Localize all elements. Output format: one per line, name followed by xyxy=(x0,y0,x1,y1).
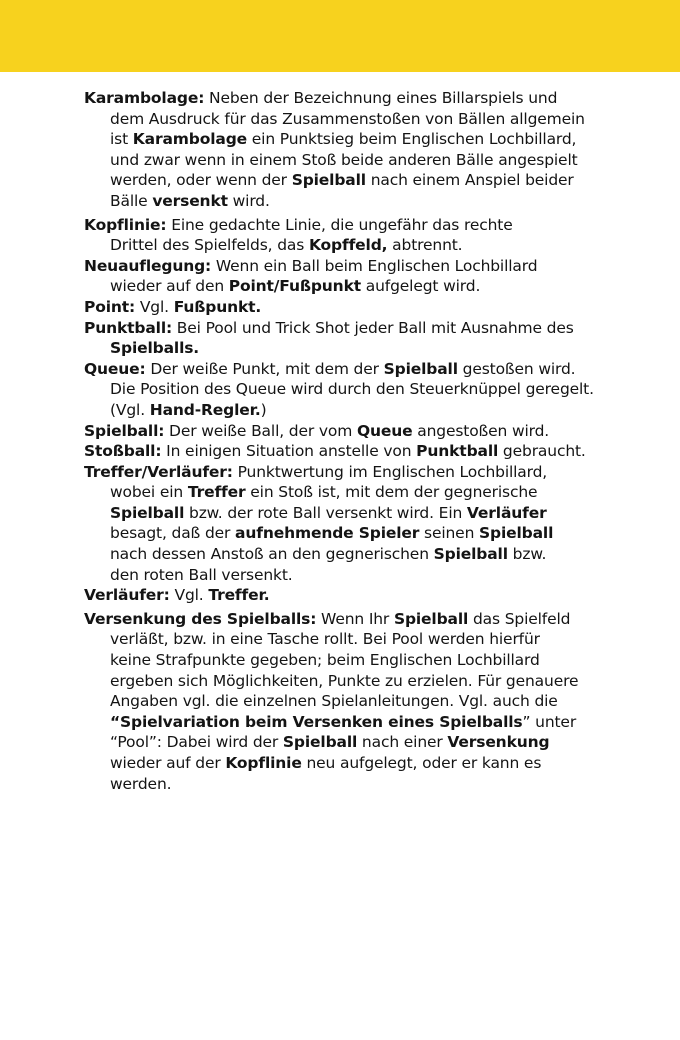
glossary-text: Neben der Bezeichnung eines Billarspiels und dem Ausdruck für das Zusammenstoßen von Bällen allgemein ist xyxy=(110,89,585,149)
glossary-entry-punktball xyxy=(84,318,619,359)
glossary-bold-term: Spielball: xyxy=(84,421,165,440)
glossary-bold-term: Spielball xyxy=(479,524,554,543)
glossary-entry-spielball xyxy=(84,421,619,442)
glossary-bold-term: Stoßball: xyxy=(84,442,162,461)
glossary-bold-term: Point/Fußpunkt xyxy=(228,277,361,296)
glossary-text: nach einer xyxy=(357,733,448,752)
glossary-text: das Spielfeld verläßt, bzw. in eine Tasche rollt. Bei Pool werden hierfür keine Strafpunkte gegeben; beim Englischen Lochbillard ergeben sich Möglichkeiten, Punkte zu erzielen. Für genauere Angaben vgl. die einzelnen Spielanleitungen. Vgl. auch die xyxy=(110,609,579,711)
glossary-text: abtrennt. xyxy=(387,236,463,255)
glossary-list xyxy=(84,88,619,794)
glossary-text: ein Punktsieg beim Englischen Lochbillard, und zwar wenn in einem Stoß beide anderen Bälle angespielt werden, oder wenn der xyxy=(110,130,578,190)
glossary-bold-term: Punktball xyxy=(416,442,499,461)
glossary-text: nach einem Anspiel beider Bälle xyxy=(110,171,574,210)
glossary-entry-neuauflegung xyxy=(84,256,619,297)
glossary-bold-term: versenkt xyxy=(152,191,228,210)
glossary-bold-term: Spielball xyxy=(282,733,358,752)
glossary-bold-term: Spielballs. xyxy=(110,339,200,358)
glossary-text: gebraucht. xyxy=(498,442,586,461)
glossary-text: Eine gedachte Linie, die ungefähr das rechte Drittel des Spielfelds, das xyxy=(110,215,513,255)
glossary-bold-term: Point: xyxy=(84,297,136,316)
glossary-bold-term: Spielball xyxy=(393,609,469,628)
glossary-bold-term: aufnehmende Spieler xyxy=(235,524,420,543)
glossary-text: Der weiße Ball, der vom xyxy=(164,421,357,440)
glossary-text: gestoßen wird. Die Position des Queue wird durch den Steuerknüppel geregelt. (Vgl. xyxy=(110,359,594,419)
glossary-text: wieder auf der xyxy=(110,754,221,772)
glossary-bold-term: Verläufer xyxy=(466,503,547,522)
glossary-bold-term: Fußpunkt. xyxy=(173,297,262,316)
glossary-bold-term: Treffer/Verläufer: xyxy=(84,462,233,481)
glossary-bold-term: Kopffeld, xyxy=(308,236,388,255)
glossary-bold-term: Treffer. xyxy=(208,586,270,605)
glossary-text: Bei Pool und Trick Shot jeder Ball mit Ausnahme des xyxy=(176,318,574,337)
glossary-bold-term: Verläufer: xyxy=(84,586,170,605)
glossary-text: Vgl. xyxy=(135,297,174,316)
glossary-text: nach dessen Anstoß an den gegnerischen xyxy=(110,545,429,564)
glossary-bold-term: Hand-Regler. xyxy=(149,400,261,419)
glossary-entry-verlaeufer xyxy=(84,585,619,606)
glossary-bold-term: Spielball xyxy=(433,545,508,564)
glossary-bold-term: Spielball xyxy=(383,359,458,378)
glossary-bold-term: Punktball: xyxy=(84,318,173,337)
glossary-text: ” unter “Pool”: Dabei wird der xyxy=(110,712,577,752)
glossary-text: wird. xyxy=(227,191,270,210)
glossary-bold-term: Kopflinie: xyxy=(84,215,167,234)
glossary-entry-versenkung xyxy=(84,609,619,794)
top-color-band xyxy=(0,0,680,72)
glossary-bold-term: Karambolage: xyxy=(84,89,205,107)
glossary-entry-kopflinie xyxy=(84,215,619,256)
glossary-text: ) xyxy=(260,400,267,419)
glossary-bold-term: Karambolage xyxy=(132,130,247,149)
glossary-text: Vgl. xyxy=(169,586,209,605)
glossary-bold-term: Spielball xyxy=(291,171,366,190)
glossary-text: Der weiße Punkt, mit dem der xyxy=(145,359,384,378)
glossary-text: besagt, daß der xyxy=(110,524,231,543)
glossary-entry-treffer-verlaeufer xyxy=(84,462,619,586)
glossary-text: Punktwertung im Englischen Lochbillard, wobei ein xyxy=(110,462,548,502)
glossary-bold-term: Versenkung des Spielballs: xyxy=(84,609,317,628)
glossary-text: bzw. der rote Ball versenkt wird. Ein xyxy=(184,503,467,522)
glossary-text: ein Stoß ist, mit dem der gegnerische xyxy=(250,483,538,502)
glossary-bold-term: Spielball xyxy=(110,503,185,522)
glossary-text: Wenn ein Ball beim Englischen Lochbillard wieder auf den xyxy=(110,256,538,296)
glossary-bold-term: Neuauflegung: xyxy=(84,256,212,275)
glossary-bold-term: Treffer xyxy=(187,483,246,502)
glossary-bold-term: Kopflinie xyxy=(225,754,302,772)
glossary-text: neu aufgelegt, oder er kann es werden. xyxy=(110,754,542,793)
glossary-text: In einigen Situation anstelle von xyxy=(161,442,417,461)
glossary-entry-karambolage xyxy=(84,88,619,212)
glossary-bold-term: Queue xyxy=(356,421,413,440)
glossary-entry-stossball xyxy=(84,441,619,462)
glossary-entry-queue xyxy=(84,359,619,421)
glossary-text: angestoßen wird. xyxy=(412,421,550,440)
glossary-bold-term: Versenkung xyxy=(447,733,550,752)
glossary-text: bzw. den roten Ball versenkt. xyxy=(110,545,547,584)
glossary-text: aufgelegt wird. xyxy=(361,277,481,296)
glossary-entry-point xyxy=(84,297,619,318)
glossary-bold-term: “Spielvariation beim Versenken eines Spielballs xyxy=(110,712,523,731)
glossary-text: Wenn Ihr xyxy=(316,609,394,628)
glossary-text: seinen xyxy=(419,524,480,543)
glossary-bold-term: Queue: xyxy=(84,359,146,378)
